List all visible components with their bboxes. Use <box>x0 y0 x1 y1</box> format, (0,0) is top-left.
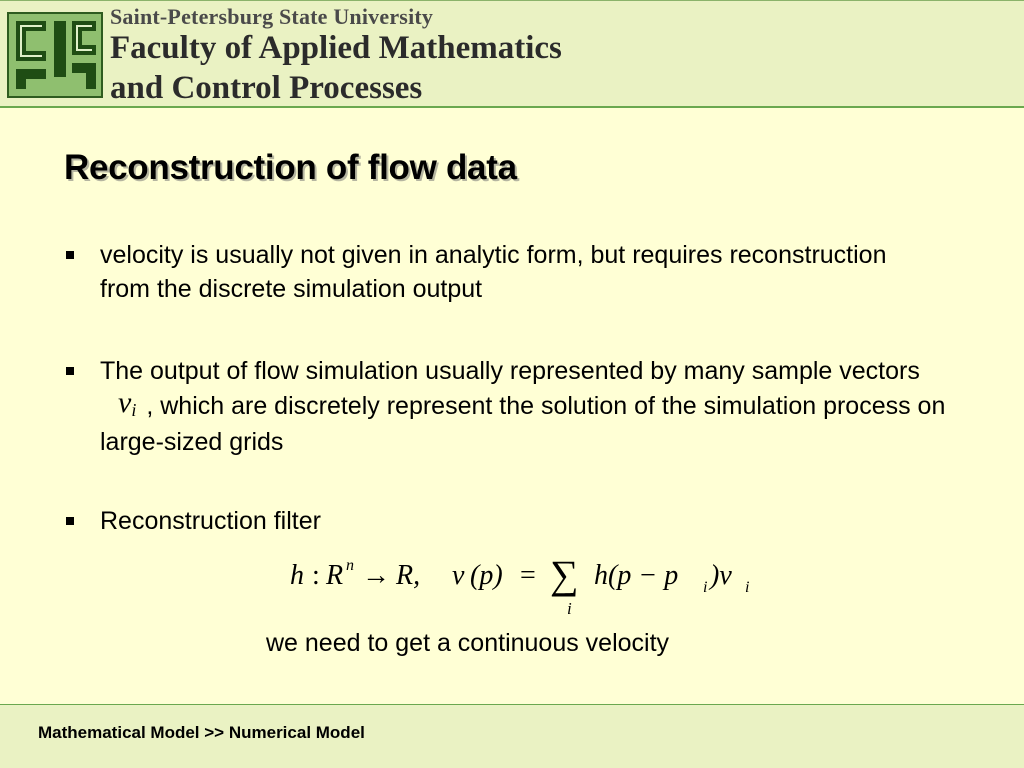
faculty-line-2: and Control Processes <box>110 70 423 106</box>
bullet-item <box>62 238 922 306</box>
formula-h: h <box>290 560 304 591</box>
faculty-logo-icon <box>6 9 104 101</box>
formula-note: we need to get a continuous velocity <box>266 629 670 657</box>
formula-R: R <box>326 560 344 591</box>
formula-rhs-v-sub: i <box>745 579 750 596</box>
formula-colon: : <box>312 560 320 591</box>
formula-rhs-sub: i <box>703 579 708 596</box>
formula-v: v <box>452 560 465 591</box>
vector-symbol: $v_i$ <box>118 386 137 420</box>
bullet-square-icon <box>66 367 74 375</box>
faculty-name <box>110 28 562 108</box>
bullet-square-icon <box>66 251 74 259</box>
bullet-text: The output of flow simulation usually represented by many sample vectors <box>100 357 920 385</box>
bullet-text: velocity is usually not given in analytic form, but requires reconstruction from the discrete simulation output <box>100 241 887 303</box>
formula-p: (p) <box>470 560 503 591</box>
formula-rhs: h(p − p <box>594 560 679 591</box>
formula-arrow: → <box>362 560 390 591</box>
footer-bar <box>0 704 1024 768</box>
formula-n: n <box>346 557 354 574</box>
formula-equals: = <box>520 560 536 591</box>
university-name: Saint-Petersburg State University <box>110 4 434 29</box>
bullet-item <box>62 504 962 538</box>
bullet-text: Reconstruction filter <box>100 507 321 535</box>
formula-sigma: ∑ <box>550 552 579 597</box>
header-banner <box>0 0 1024 108</box>
bullet-square-icon <box>66 517 74 525</box>
footer-breadcrumb: Mathematical Model >> Numerical Model <box>38 723 365 742</box>
faculty-line-1: Faculty of Applied Mathematics <box>110 30 562 66</box>
bullet-item <box>62 354 962 459</box>
slide-title: Reconstruction of flow data <box>64 148 517 187</box>
reconstruction-formula <box>286 550 766 620</box>
formula-rhs-close: )v <box>710 560 732 591</box>
formula-sum-index: i <box>567 599 572 618</box>
formula-R2: R, <box>396 560 421 591</box>
bullet-text-continued: , which are discretely represent the solution of the simulation process on large-sized grids <box>100 392 946 456</box>
